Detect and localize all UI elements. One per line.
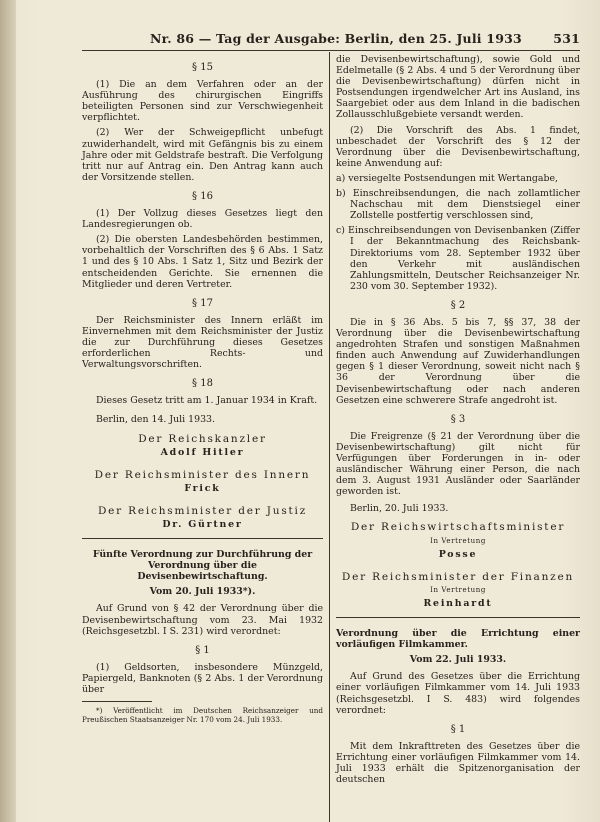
place-date: Berlin, 20. Juli 1933. (350, 503, 449, 515)
section-heading: § 18 (192, 378, 213, 390)
paragraph: (1) Geldsorten, insbesondere Münzgeld, Papiergeld, Banknoten (§ 2 Abs. 1 der Verordnung über (82, 661, 323, 696)
list-item: a) versiegelte Postsendungen mit Wertangabe, (336, 172, 558, 184)
section-heading: § 2 (450, 299, 466, 311)
signatory-title: Der Reichsminister der Finanzen (341, 570, 575, 583)
signatory-name: Dr. Gürtner (162, 519, 243, 530)
paragraph: (2) Die Vorschrift des Abs. 1 findet, unbeschadet der Vorschrift des § 12 der Verordnung über die Devisenbewirtschaftung, keine Anwendung auf: (336, 124, 580, 169)
enumerated-list (336, 173, 580, 292)
signatory-title: Der Reichskanzler (138, 432, 267, 445)
running-head (150, 31, 580, 47)
place-date: Berlin, den 14. Juli 1933. (96, 414, 215, 426)
paragraph: Mit dem Inkrafttreten des Gesetzes über die Errichtung einer vorläufigen Filmkammer vom 14. Juli 1933 erhält die Spitzenorganisation der deutschen (336, 740, 580, 786)
signatory-title: Der Reichsminister des Innern (94, 468, 311, 481)
paragraph: (2) Wer der Schweigepflicht unbefugt zuwiderhandelt, wird mit Gefängnis bis zu einem Jahre oder mit Geldstrafe bestraft. Die Verfolgung tritt nur auf Antrag ein. Den Antrag kann auch der Vorsitzende stellen. (82, 127, 323, 183)
signatory-name: Adolf Hitler (160, 446, 245, 458)
section-heading: § 3 (450, 413, 466, 425)
decree-title: Fünfte Verordnung zur Durchführung der Verordnung über die Devisenbewirtschaftung. (92, 549, 313, 583)
signatory-name: Reinhardt (423, 597, 493, 609)
section-heading: § 16 (192, 190, 213, 202)
section-heading: § 17 (192, 297, 213, 309)
decree-title: Verordnung über die Errichtung einer vorläufigen Filmkammer. (336, 628, 580, 651)
left-column (82, 54, 323, 728)
paragraph: (2) Die obersten Landesbehörden bestimmen, vorbehaltlich der Vorschriften des § 6 Abs. 1 Satz 1 und des § 10 Abs. 1 Satz 1, Sitz und Bezirk der entscheidenden Gerichte. Sie ernennen die Mitglieder und deren Vertreter. (82, 234, 323, 290)
signatory-note: In Vertretung (430, 536, 486, 545)
paragraph: (1) Der Vollzug dieses Gesetzes liegt den Landesregierungen ob. (82, 208, 323, 231)
signatory-title: Der Reichswirtschaftsminister (350, 521, 566, 534)
section-heading: § 1 (450, 723, 466, 735)
paragraph: (1) Die an dem Verfahren oder an der Ausführung des chirurgischen Eingriffs beteiligten Personen sind zur Verschwiegenheit verpflichtet. (82, 79, 323, 124)
page-number: 531 (553, 31, 580, 46)
signatory-title: Der Reichsminister der Justiz (97, 504, 308, 517)
paragraph: Die in § 36 Abs. 5 bis 7, §§ 37, 38 der Verordnung über die Devisenbewirtschaftung angedrohten Strafen und sonstigen Maßnahmen finden auch Anwendung auf Zuwiderhandlungen gegen § 1 dieser Verordnung, soweit nicht nach § 36 der Verordnung über die Devisenbewirtschaftung oder nach anderen Gesetzen eine schwerere Strafe angedroht ist. (336, 316, 580, 406)
paragraph: die Devisenbewirtschaftung), sowie Gold und Edelmetalle (§ 2 Abs. 4 und 5 der Verordnung über die Devisenbewirtschaftung) dürfen nicht in Postsendungen irgendwelcher Art ins Ausland, ins Saargebiet oder aus dem Inland in die badischen Zollausschlußgebiete versandt werden. (336, 54, 580, 121)
page-spine-shadow (0, 0, 16, 822)
footnote-rule (82, 701, 152, 702)
section-rule (82, 538, 323, 539)
paragraph: Die Freigrenze (§ 21 der Verordnung über die Devisenbewirtschaftung) gilt nicht für Verfügungen über Forderungen in in- oder ausländischer Währung einer Person, die nach dem 3. August 1931 Ausländer oder Saarländer geworden ist. (336, 430, 580, 498)
decree-date: Vom 20. Juli 1933*). (149, 586, 256, 598)
header-rule (82, 50, 580, 51)
paragraph: Auf Grund von § 42 der Verordnung über die Devisenbewirtschaftung vom 23. Mai 1932 (Reichsgesetzbl. I S. 231) wird verordnet: (82, 603, 323, 637)
section-rule (336, 617, 580, 618)
section-heading: § 15 (192, 62, 213, 73)
paragraph: Auf Grund des Gesetzes über die Errichtung einer vorläufigen Filmkammer vom 14. Juli 1933 (Reichsgesetzbl. I S. 483) wird folgendes verordnet: (336, 671, 580, 716)
signatory-name: Posse (438, 548, 478, 560)
paragraph: Dieses Gesetz tritt am 1. Januar 1934 in Kraft. (96, 395, 318, 407)
section-heading: § 1 (195, 644, 210, 656)
decree-date: Vom 22. Juli 1933. (409, 654, 507, 666)
right-column (336, 54, 580, 789)
signatory-note: In Vertretung (430, 585, 486, 594)
list-item: b) Einschreibsendungen, die nach zollamtlicher Nachschau mit dem Dienstsiegel einer Zollstelle postfertig verschlossen sind, (336, 188, 580, 222)
signatory-name: Frick (184, 482, 221, 494)
list-item: c) Einschreibsendungen von Devisenbanken (Ziffer I der Bekanntmachung des Reichsbank-Direktoriums vom 28. September 1932 über den Verkehr mit ausländischen Zahlungsmitteln, Deutscher Reichsanzeiger Nr. 230 vom 30. September 1932). (336, 225, 580, 292)
column-divider (329, 52, 330, 822)
issue-header: Nr. 86 — Tag der Ausgabe: Berlin, den 25. Juli 1933 (150, 31, 522, 46)
paragraph: Der Reichsminister des Innern erläßt im Einvernehmen mit dem Reichsminister der Justiz die zur Durchführung dieses Gesetzes erforderlichen Rechts- und Verwaltungsvorschriften. (82, 314, 323, 371)
footnote: *) Veröffentlicht im Deutschen Reichsanzeiger und Preußischen Staatsanzeiger Nr. 170 vom 24. Juli 1933. (82, 706, 323, 725)
